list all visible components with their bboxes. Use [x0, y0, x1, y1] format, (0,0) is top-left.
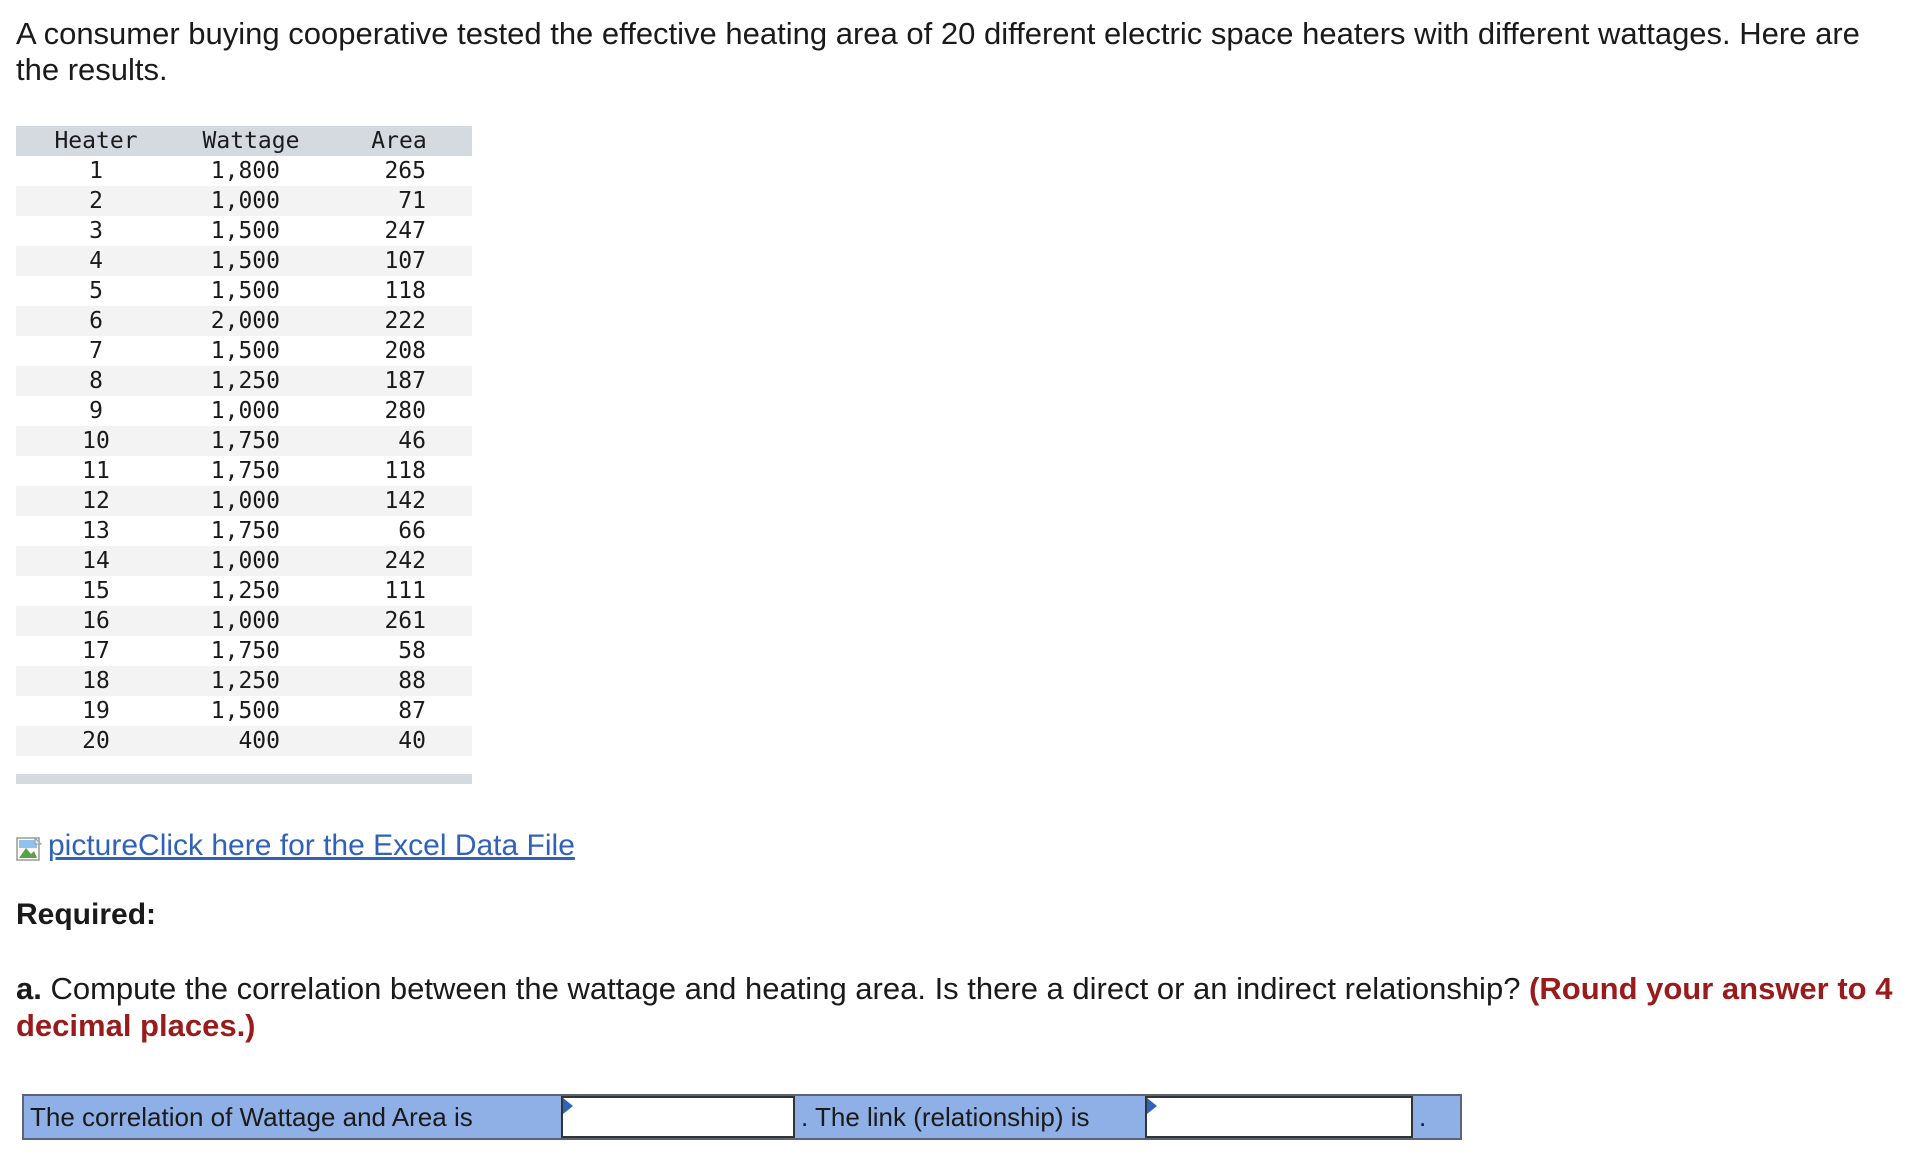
- cell-wattage: 1,250: [176, 366, 326, 396]
- cell-wattage: 1,750: [176, 426, 326, 456]
- relationship-select-box: [1145, 1096, 1413, 1138]
- cell-area: 40: [326, 726, 472, 756]
- table-row: [16, 516, 472, 546]
- cell-wattage: 1,500: [176, 246, 326, 276]
- table-row: [16, 366, 472, 396]
- cell-area: 247: [384, 218, 426, 244]
- cell-heater: 12: [16, 486, 176, 516]
- relationship-label: . The link (relationship) is: [801, 1101, 1090, 1132]
- cell-area: 280: [384, 398, 426, 424]
- table-row: [16, 636, 472, 666]
- correlation-input[interactable]: [563, 1098, 793, 1136]
- header-wattage: Wattage: [176, 126, 326, 156]
- table-row: [16, 606, 472, 636]
- cell-area: 265: [384, 158, 426, 184]
- table-row: [16, 186, 472, 216]
- table-row: [16, 426, 472, 456]
- table-row: [16, 306, 472, 336]
- cell-wattage: 1,750: [210, 458, 280, 484]
- cell-wattage: 400: [176, 726, 326, 756]
- cell-wattage: 1,500: [210, 338, 280, 364]
- cell-wattage: 1,500: [210, 218, 280, 244]
- cell-heater: 4: [16, 246, 176, 276]
- cell-wattage: 1,750: [210, 638, 280, 664]
- cell-wattage: 1,000: [176, 546, 326, 576]
- cell-area: 261: [326, 606, 472, 636]
- cell-heater: 15: [82, 578, 110, 604]
- table-row: [16, 576, 472, 606]
- cell-wattage: 1,250: [210, 578, 280, 604]
- cell-area: 87: [398, 698, 426, 724]
- rounding-hint: (Round your answer to 4 decimal places.): [16, 971, 1893, 1043]
- cell-heater: 3: [89, 218, 103, 244]
- cell-area: 66: [398, 518, 426, 544]
- cell-wattage: 1,000: [176, 186, 326, 216]
- cell-heater: 17: [82, 638, 110, 664]
- cell-area: 107: [326, 246, 472, 276]
- table-row: [16, 156, 472, 186]
- table-row: [16, 396, 472, 426]
- cell-heater: 9: [89, 398, 103, 424]
- cell-wattage: 1,500: [210, 698, 280, 724]
- table-body: [16, 156, 472, 756]
- cell-wattage: 1,000: [176, 486, 326, 516]
- cell-area: 118: [384, 458, 426, 484]
- cell-wattage: 1,000: [176, 606, 326, 636]
- cell-area: 142: [326, 486, 472, 516]
- heater-data-table: [16, 126, 472, 756]
- relationship-select[interactable]: [1147, 1098, 1411, 1136]
- cell-heater: 5: [89, 278, 103, 304]
- cell-area: 187: [326, 366, 472, 396]
- sentence-end-period: .: [1419, 1101, 1427, 1132]
- cell-wattage: 1,250: [176, 666, 326, 696]
- table-row: [16, 216, 472, 246]
- cell-wattage: 2,000: [176, 306, 326, 336]
- cell-wattage: 1,000: [210, 398, 280, 424]
- cell-heater: 20: [16, 726, 176, 756]
- cell-heater: 2: [16, 186, 176, 216]
- cell-heater: 16: [16, 606, 176, 636]
- table-row: [16, 726, 472, 756]
- answer-row: [22, 1094, 1462, 1140]
- cell-area: 118: [384, 278, 426, 304]
- table-row: [16, 666, 472, 696]
- cell-area: 222: [326, 306, 472, 336]
- excel-data-file-link[interactable]: [16, 829, 575, 863]
- cell-heater: 19: [82, 698, 110, 724]
- cell-area: 46: [326, 426, 472, 456]
- cell-heater: 7: [89, 338, 103, 364]
- question-a: [16, 970, 1906, 1044]
- table-header-row: [16, 126, 472, 156]
- table-bottom-bar: [16, 774, 472, 784]
- cell-area: 58: [398, 638, 426, 664]
- cell-heater: 13: [82, 518, 110, 544]
- cell-heater: 10: [16, 426, 176, 456]
- cell-area: 71: [326, 186, 472, 216]
- cell-area: 208: [384, 338, 426, 364]
- excel-link-text: Click here for the Excel Data File: [138, 829, 575, 862]
- question-letter: a.: [16, 971, 42, 1006]
- table-row: [16, 546, 472, 576]
- cell-heater: 8: [16, 366, 176, 396]
- required-heading: Required:: [16, 898, 157, 931]
- table-row: [16, 456, 472, 486]
- question-text: Compute the correlation between the wattage and heating area. Is there a direct or an indirect relationship?: [41, 971, 1530, 1006]
- cell-area: 242: [326, 546, 472, 576]
- correlation-input-box: [561, 1096, 795, 1138]
- correlation-label: The correlation of Wattage and Area is: [30, 1101, 473, 1132]
- cell-heater: 1: [89, 158, 103, 184]
- table-row: [16, 276, 472, 306]
- problem-intro: A consumer buying cooperative tested the effective heating area of 20 different electric space heaters with different wattages. Here are the results.: [16, 16, 1860, 87]
- broken-image-icon: [16, 835, 46, 863]
- table-row: [16, 336, 472, 366]
- cell-wattage: 1,500: [210, 278, 280, 304]
- cell-area: 111: [384, 578, 426, 604]
- table-row: [16, 246, 472, 276]
- cell-heater: 14: [16, 546, 176, 576]
- cell-heater: 18: [16, 666, 176, 696]
- cell-wattage: 1,750: [210, 518, 280, 544]
- cell-heater: 6: [16, 306, 176, 336]
- cell-wattage: 1,800: [210, 158, 280, 184]
- header-area: Area: [326, 126, 472, 156]
- cell-heater: 11: [82, 458, 110, 484]
- cell-area: 88: [326, 666, 472, 696]
- excel-link-image-alt: picture: [48, 829, 139, 862]
- header-heater: Heater: [16, 126, 176, 156]
- table-row: [16, 486, 472, 516]
- table-row: [16, 696, 472, 726]
